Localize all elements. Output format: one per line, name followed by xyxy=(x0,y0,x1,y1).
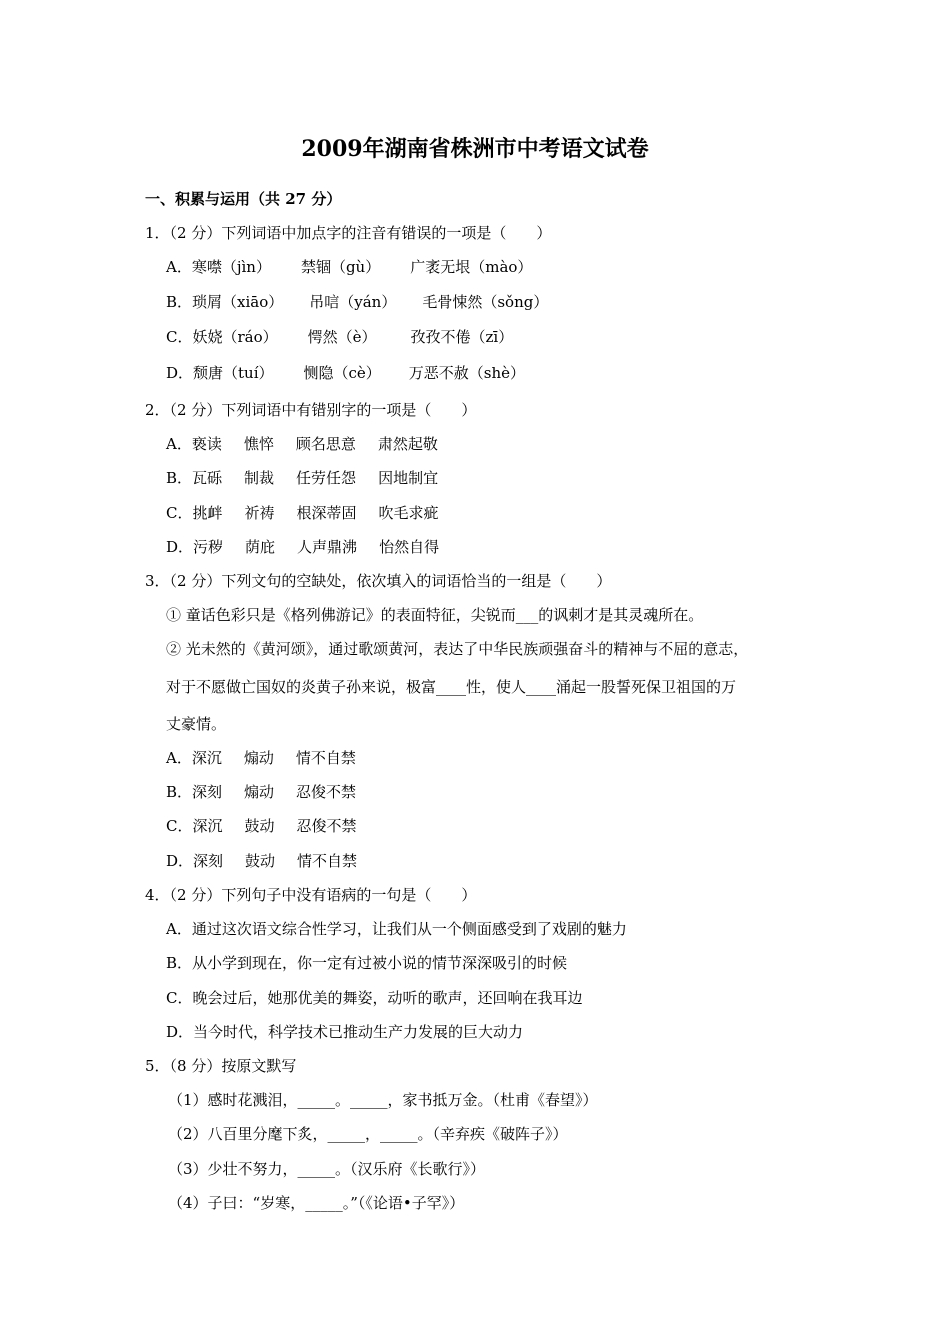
question-5-part-1: （1）感时花溅泪，_____。_____，家书抵万金。（杜甫《春望》） xyxy=(168,1091,598,1109)
option-item: 万恶不赦（shè） xyxy=(408,364,526,382)
option-item: 孜孜不倦（zī） xyxy=(410,328,514,346)
question-3-option-b xyxy=(166,781,356,803)
page-title: 2009年湖南省株洲市中考语文试卷 xyxy=(301,136,649,162)
question-4-option-a: A．通过这次语文综合性学习，让我们从一个侧面感受到了戏剧的魅力 xyxy=(166,920,627,938)
question-5-part-2: （2）八百里分麾下炙，_____，_____。（辛弃疾《破阵子》） xyxy=(168,1125,568,1143)
option-item: A．寒噤（jìn） xyxy=(166,258,271,276)
option-item: A．深沉 xyxy=(166,749,222,767)
option-item: A．亵读 xyxy=(166,435,222,453)
option-item: D．颓唐（tuí） xyxy=(166,364,274,382)
question-5-part-3: （3）少壮不努力，_____。（汉乐府《长歌行》） xyxy=(168,1160,486,1178)
question-1-stem: 1．（2 分）下列词语中加点字的注音有错误的一项是（ ） xyxy=(145,224,552,242)
option-item: B．深刻 xyxy=(166,783,223,801)
option-item: 人声鼎沸 xyxy=(297,538,358,556)
option-item: 禁锢（gù） xyxy=(300,258,381,276)
question-4-option-d: D．当今时代，科学技术已推动生产力发展的巨大动力 xyxy=(166,1023,524,1041)
option-item: 煽动 xyxy=(244,783,275,801)
section-heading: 一、积累与运用（共 27 分） xyxy=(145,190,342,208)
option-item: 毛骨悚然（sǒng） xyxy=(422,293,549,311)
option-item: 肃然起敬 xyxy=(377,435,438,453)
question-3-sentence-1: ① 童话色彩只是《格列佛游记》的表面特征，尖锐而___的讽刺才是其灵魂所在。 xyxy=(166,606,704,624)
option-item: 吊唁（yán） xyxy=(309,293,397,311)
option-item: B．瓦砾 xyxy=(166,469,223,487)
question-4-stem: 4．（2 分）下列句子中没有语病的一句是（ ） xyxy=(145,886,477,904)
question-3-sentence-2-line-2: 对于不愿做亡国奴的炎黄子孙来说，极富____性，使人____涌起一股誓死保卫祖国的万 xyxy=(166,678,737,696)
option-item: 制裁 xyxy=(244,469,275,487)
question-1-option-a xyxy=(166,256,532,278)
question-2-option-b xyxy=(166,467,438,489)
option-item: 任劳任怨 xyxy=(296,469,357,487)
option-item: 忍俊不禁 xyxy=(296,783,357,801)
option-item: 吹毛求疵 xyxy=(378,504,439,522)
question-1-option-c xyxy=(166,326,513,348)
question-1-option-b xyxy=(166,291,548,313)
question-4-option-c: C．晚会过后，她那优美的舞姿，动听的歌声，还回响在我耳边 xyxy=(166,989,583,1007)
question-5-part-4: （4）子曰：“岁寒，_____。”（《论语•子罕》） xyxy=(168,1194,465,1212)
option-item: C．挑衅 xyxy=(166,504,223,522)
question-3-option-a xyxy=(166,747,356,769)
option-item: 怡然自得 xyxy=(379,538,440,556)
question-2-option-d xyxy=(166,536,439,558)
question-5-stem: 5．（8 分）按原文默写 xyxy=(145,1057,297,1075)
option-item: 根深蒂固 xyxy=(296,504,357,522)
option-item: D．污秽 xyxy=(166,538,224,556)
option-item: 鼓动 xyxy=(244,817,275,835)
question-1-option-d xyxy=(166,362,525,384)
option-item: 情不自禁 xyxy=(295,749,356,767)
question-3-sentence-2-line-1: ② 光未然的《黄河颂》，通过歌颂黄河，表达了中华民族顽强奋斗的精神与不屈的意志， xyxy=(166,640,749,658)
option-item: 恻隐（cè） xyxy=(303,364,381,382)
option-item: C．深沉 xyxy=(166,817,223,835)
option-item: 忍俊不禁 xyxy=(296,817,357,835)
option-item: 煽动 xyxy=(243,749,274,767)
option-item: C．妖娆（ráo） xyxy=(166,328,278,346)
option-item: 情不自禁 xyxy=(297,852,358,870)
question-4-option-b: B．从小学到现在，你一定有过被小说的情节深深吸引的时候 xyxy=(166,954,568,972)
option-item: 愕然（è） xyxy=(307,328,377,346)
option-item: B．琐屑（xiāo） xyxy=(166,293,284,311)
question-2-option-c xyxy=(166,502,439,524)
option-item: 憔悴 xyxy=(243,435,274,453)
question-2-stem: 2．（2 分）下列词语中有错别字的一项是（ ） xyxy=(145,401,477,419)
option-item: 因地制宜 xyxy=(378,469,439,487)
option-item: 顾名思意 xyxy=(295,435,356,453)
question-3-sentence-2-line-3: 丈豪情。 xyxy=(166,715,227,733)
question-3-stem: 3．（2 分）下列文句的空缺处，依次填入的词语恰当的一组是（ ） xyxy=(145,572,612,590)
option-item: 鼓动 xyxy=(245,852,276,870)
option-item: 广袤无垠（mào） xyxy=(410,258,533,276)
question-3-option-d xyxy=(166,850,357,872)
question-3-option-c xyxy=(166,815,357,837)
option-item: 祈祷 xyxy=(244,504,275,522)
option-item: 荫庇 xyxy=(245,538,276,556)
option-item: D．深刻 xyxy=(166,852,224,870)
question-2-option-a xyxy=(166,433,438,455)
